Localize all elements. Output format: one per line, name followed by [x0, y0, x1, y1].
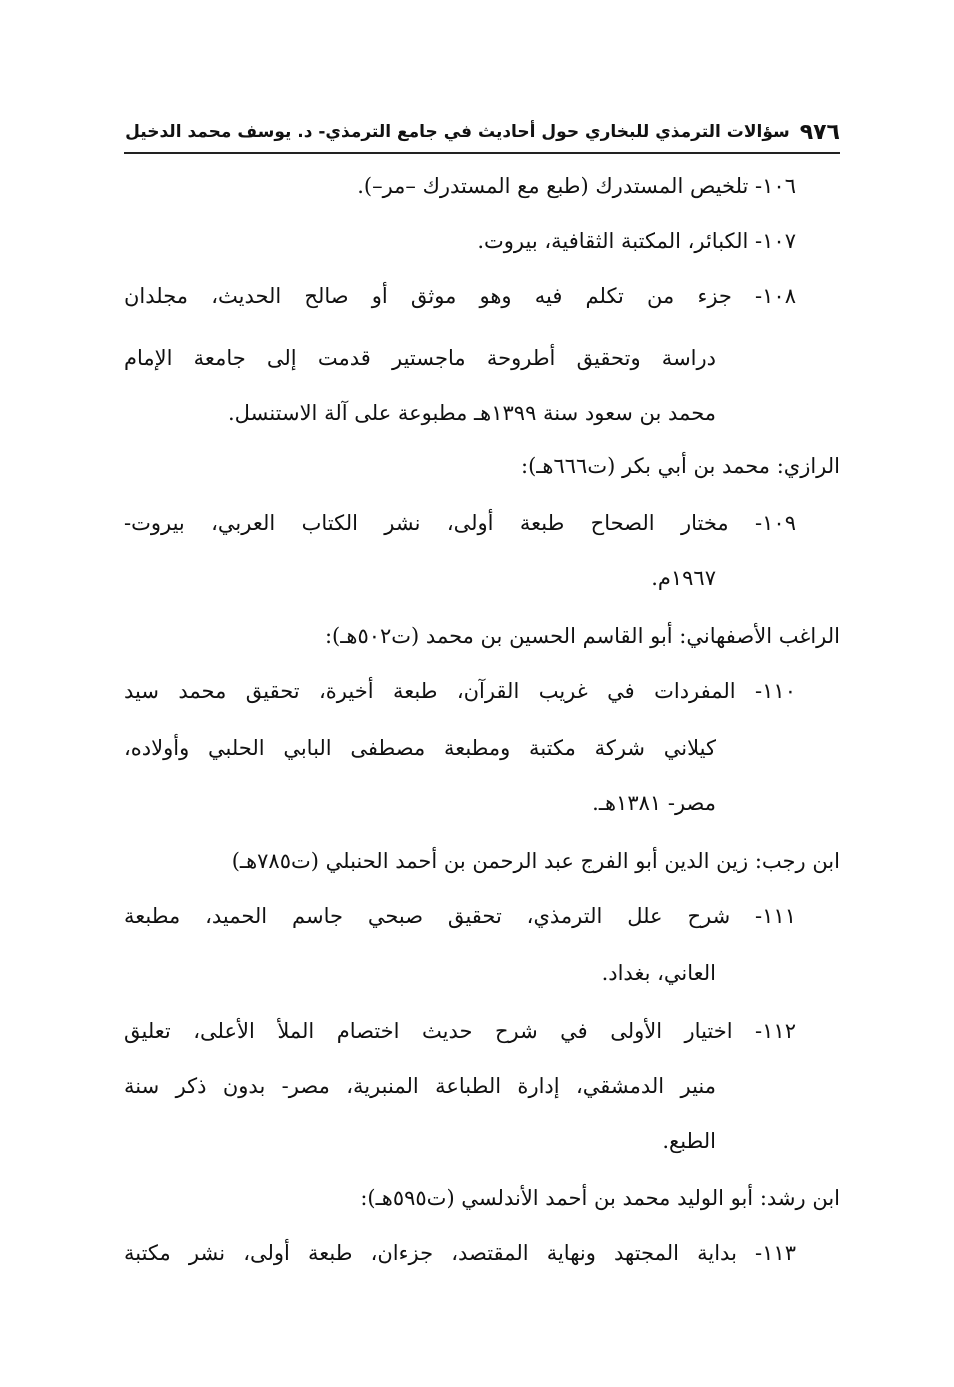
text-line-5: محمد بن سعود سنة ١٣٩٩هـ مطبوعة على آلة الاستنسل.	[228, 401, 716, 425]
text-line-2: ١٠٧- الكبائر، المكتبة الثقافية، بيروت.	[477, 229, 796, 253]
text-line-7: ١٠٩- مختار الصحاح طبعة أولى، نشر الكتاب العربي، بيروت-	[124, 511, 796, 535]
page-number: ٩٧٦	[799, 119, 840, 145]
text-line-1: ١٠٦- تلخيص المستدرك (طبع مع المستدرك –مر–).	[357, 174, 796, 198]
text-line-19: ابن رشد: أبو الوليد محمد بن أحمد الأندلسي (ت٥٩٥هـ):	[360, 1186, 840, 1210]
text-line-6: الرازي: محمد بن أبي بكر (ت٦٦٦هـ):	[521, 454, 840, 478]
text-line-14: ١١١- شرح علل الترمذي، تحقيق صبحي جاسم الحميد، مطبعة	[124, 904, 796, 928]
text-line-10: ١١٠- المفردات في غريب القرآن، طبعة أخيرة، تحقيق محمد سيد	[124, 679, 796, 703]
text-line-9: الراغب الأصفهاني: أبو القاسم الحسين بن محمد (ت٥٠٢هـ):	[324, 624, 840, 648]
text-line-3: ١٠٨- جزء من تكلم فيه وهو موثق أو صالح الحديث، مجلدان	[124, 284, 796, 308]
text-line-12: مصر- ١٣٨١هـ.	[592, 791, 716, 815]
text-line-18: الطبع.	[662, 1129, 716, 1153]
running-title: سؤالات الترمذي للبخاري حول أحاديث في جامع الترمذي- د. يوسف محمد الدخيل	[125, 122, 790, 142]
running-header	[124, 112, 840, 154]
text-line-16: ١١٢- اختيار الأولى في شرح حديث اختصام الملأ الأعلى، تعليق	[124, 1019, 796, 1043]
text-line-17: منير الدمشقي، إدارة الطباعة المنبرية، مصر- بدون ذكر سنة	[124, 1074, 716, 1098]
text-line-15: العاني، بغداد.	[601, 961, 716, 985]
text-line-13: ابن رجب: زين الدين أبو الفرج عبد الرحمن بن أحمد الحنبلي (ت٧٨٥هـ)	[231, 849, 840, 873]
text-line-20: ١١٣- بداية المجتهد ونهاية المقتصد، جزءان، طبعة أولى، نشر مكتبة	[124, 1241, 796, 1265]
text-line-11: كيلاني شركة مكتبة ومطبعة مصطفى البابي الحلبي وأولاده،	[124, 736, 716, 760]
text-line-8: ١٩٦٧م.	[651, 566, 716, 590]
text-line-4: دراسة وتحقيق أطروحة ماجستير قدمت إلى جامعة الإمام	[124, 346, 716, 370]
